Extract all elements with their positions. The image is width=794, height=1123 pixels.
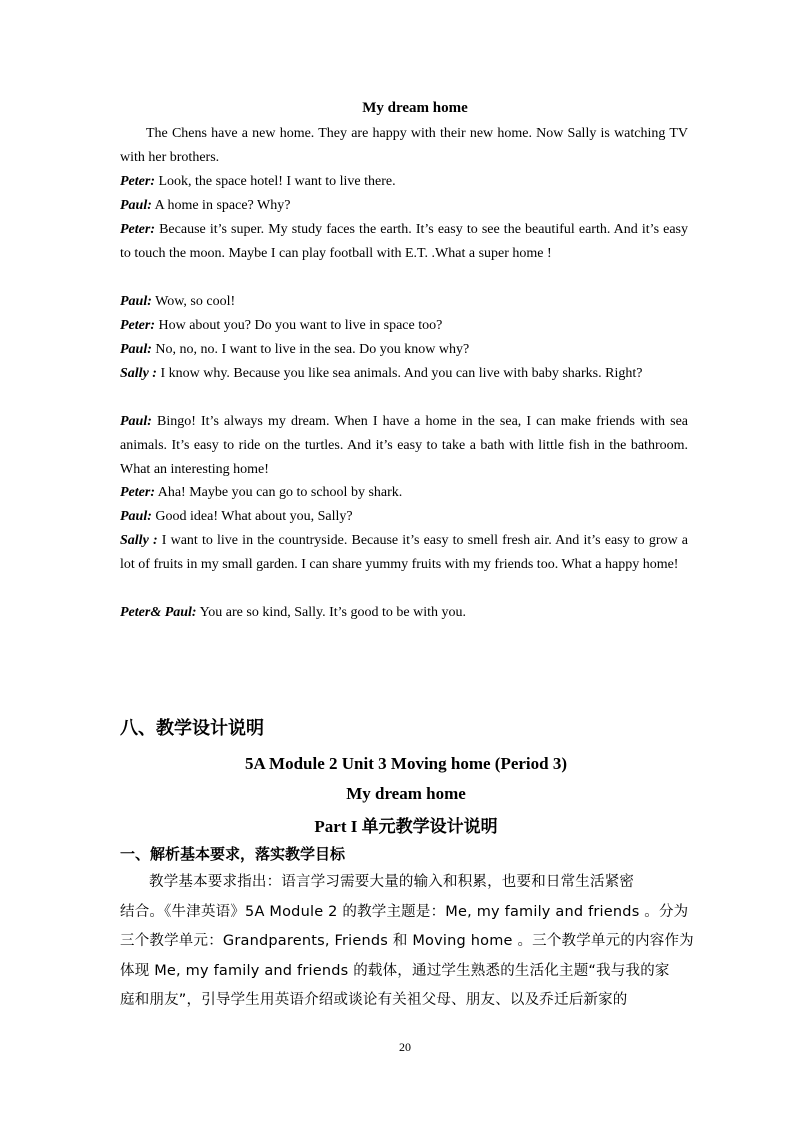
dialogue-line — [120, 601, 688, 625]
lesson-title: My dream home — [346, 784, 466, 803]
dialogue-text: A home in space? Why? — [151, 198, 291, 213]
paragraph-line: 三个教学单元：Grandparents, Friends 和 Moving home 。三个教学单元的内容作为 — [120, 933, 694, 949]
section-heading: 八、教学设计说明 — [120, 718, 264, 739]
story-title: My dream home — [362, 100, 468, 116]
dialogue-text: No, no, no. I want to live in the sea. Do you know why? — [151, 342, 470, 357]
dialogue-line — [120, 290, 688, 314]
dialogue-text: Wow, so cool! — [151, 294, 236, 309]
part-title: Part I 单元教学设计说明 — [314, 817, 498, 836]
paragraph-line: 体现 Me, my family and friends 的载体，通过学生熟悉的生活化主题“我与我的家 — [120, 962, 670, 979]
speaker-name: Peter: — [120, 485, 155, 500]
speaker-name: Peter: — [120, 222, 155, 237]
speaker-name: Paul: — [120, 294, 152, 309]
speaker-name: Peter: — [120, 318, 155, 333]
dialogue-text: Good idea! What about you, Sally? — [151, 509, 353, 524]
speaker-name: Sally : — [120, 533, 158, 548]
subheading: 一、解析基本要求，落实教学目标 — [120, 845, 346, 863]
dialogue-text: Aha! Maybe you can go to school by shark. — [154, 485, 403, 500]
unit-title: 5A Module 2 Unit 3 Moving home (Period 3) — [244, 754, 568, 773]
speaker-name: Paul: — [120, 509, 152, 524]
speaker-name: Paul: — [120, 198, 152, 213]
dialogue-line — [120, 338, 688, 362]
paragraph-line: 庭和朋友”，引导学生用英语介绍或谈论有关祖父母、朋友、以及乔迁后新家的 — [120, 992, 628, 1008]
dialogue-line — [120, 410, 688, 482]
dialogue-line — [120, 362, 688, 386]
speaker-name: Peter: — [120, 174, 155, 189]
dialogue-line — [120, 481, 688, 505]
dialogue-text: How about you? Do you want to live in space too? — [154, 318, 443, 333]
dialogue-line — [120, 170, 688, 194]
dialogue-line — [120, 218, 688, 266]
speaker-name: Peter& Paul: — [120, 605, 197, 620]
dialogue-line — [120, 505, 688, 529]
dialogue-text: Bingo! It’s always my dream. When I have a home in the sea, I can make friends with sea animals. It’s easy to ride on the turtles. And it’s easy to take a bath with little fish in the bathroom. What an interesting home! — [120, 414, 688, 477]
dialogue-text: Look, the space hotel! I want to live there. — [154, 174, 396, 189]
dialogue-text: Because it’s super. My study faces the earth. It’s easy to see the beautiful earth. And it’s easy to touch the moon. Maybe I can play football with E.T. .What a super home ! — [120, 222, 688, 261]
dialogue-text: You are so kind, Sally. It’s good to be with you. — [196, 605, 466, 620]
dialogue-line — [120, 194, 688, 218]
page-number: 20 — [399, 1040, 411, 1054]
body-paragraph — [120, 868, 694, 1016]
dialogue-line — [120, 314, 688, 338]
dialogue-text: I know why. Because you like sea animals. And you can live with baby sharks. Right? — [156, 366, 643, 381]
speaker-name: Paul: — [120, 342, 152, 357]
dialogue-line — [120, 529, 688, 577]
paragraph-line: 结合。《牛津英语》5A Module 2 的教学主题是：Me, my family and friends 。分为 — [120, 903, 689, 920]
story-intro: The Chens have a new home. They are happy with their new home. Now Sally is watching TV with her brothers. — [120, 126, 688, 165]
dialogue-text: I want to live in the countryside. Because it’s easy to smell fresh air. And it’s easy to grow a lot of fruits in my small garden. I can share yummy fruits with my friends too. What a happy home! — [120, 533, 688, 572]
speaker-name: Sally : — [120, 366, 157, 381]
paragraph-line: 教学基本要求指出：语言学习需要大量的输入和积累，也要和日常生活紧密 — [149, 874, 635, 890]
speaker-name: Paul: — [120, 414, 152, 429]
